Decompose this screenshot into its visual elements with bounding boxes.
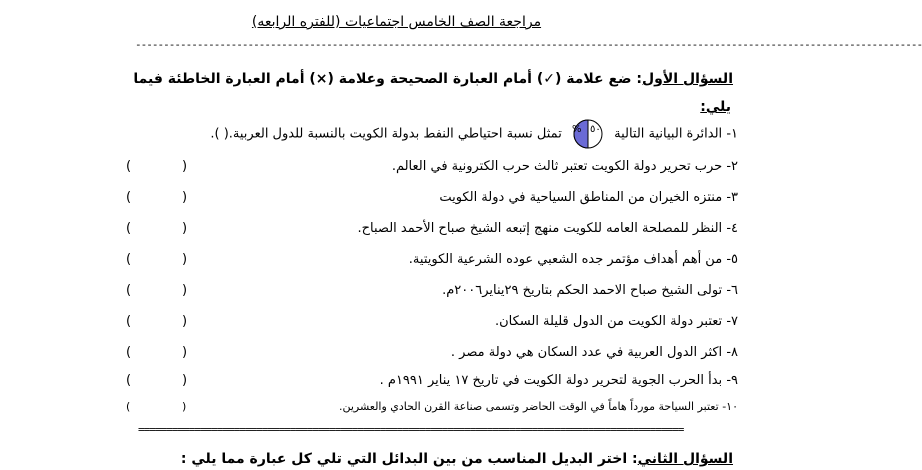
item-statement: اكثر الدول العربية في عدد السكان هي دولة مصر . — [450, 345, 723, 360]
paren-open: ( — [126, 252, 132, 267]
paren-open: ( — [126, 373, 132, 388]
item-text — [339, 395, 738, 419]
list-item — [100, 217, 738, 241]
item-number: ٥- — [726, 252, 738, 267]
list-item — [100, 122, 738, 146]
pie-percent-label: % — [571, 124, 582, 135]
item-statement: حرب تحرير دولة الكويت تعتبر ثالث حرب الكترونية في العالم. — [391, 159, 723, 174]
list-item — [100, 341, 738, 365]
paren-open: ( — [126, 283, 132, 298]
question1-heading — [133, 66, 733, 92]
item-text — [210, 122, 738, 147]
list-item — [100, 155, 738, 179]
question2-instruction: : اختر البديل المناسب من بين البدائل التي تلي كل عبارة مما يلي : — [180, 451, 638, 467]
paren-open: ( — [126, 190, 132, 205]
item-statement: النظر للمصلحة العامه للكويت منهج إتبعه الشيخ صباح الأحمد الصباح. — [357, 221, 723, 236]
paren-close: ) — [182, 252, 188, 267]
item-post-text: تمثل نسبة احتياطي النفط بدولة الكويت بالنسبة للدول العربية.( ). — [210, 126, 562, 142]
paren-open: ( — [126, 159, 132, 174]
item-number: ٨- — [726, 345, 738, 360]
list-item — [100, 310, 738, 334]
item-number: ٩- — [726, 373, 738, 388]
page-title: مراجعة الصف الخامس اجتماعيات (للفتره الرابعه) — [251, 14, 542, 30]
paren-open: ( — [126, 400, 131, 413]
item-statement: تعتبر السياحة مورداً هاماً في الوقت الحاضر وتسمى صناعة القرن الحادي والعشرين. — [338, 400, 719, 413]
list-item — [100, 395, 738, 419]
item-number: ١٠- — [722, 400, 738, 413]
item-text — [409, 248, 738, 272]
list-item — [100, 279, 738, 303]
question2-heading — [181, 449, 733, 469]
item-text — [495, 310, 738, 334]
item-statement: بدأ الحرب الجوية لتحرير دولة الكويت في تاريخ ١٧ يناير ١٩٩١م . — [379, 373, 723, 388]
list-item — [100, 369, 738, 393]
item-number: ٧- — [726, 314, 738, 329]
pie-value-label: ٥٠ — [589, 124, 601, 135]
item-number: ٤- — [726, 221, 738, 236]
item-text — [442, 279, 738, 303]
item-text — [439, 186, 738, 210]
item-statement: منتزه الخيران من المناطق السياحية في دولة الكويت — [439, 190, 723, 205]
list-item — [100, 186, 738, 210]
paren-open: ( — [126, 221, 132, 236]
paren-open: ( — [126, 345, 132, 360]
item-number: ١- — [726, 126, 738, 142]
paren-close: ) — [182, 159, 188, 174]
paren-close: ) — [182, 221, 188, 236]
paren-close: ) — [182, 345, 188, 360]
item-text — [451, 341, 738, 365]
question1-label: السؤال الأول — [642, 71, 733, 87]
paren-open: ( — [126, 314, 132, 329]
question1-continuation: يلي: — [700, 99, 731, 115]
item-statement: تولى الشيخ صباح الاحمد الحكم بتاريخ ٢٩يناير٢٠٠٦م. — [442, 283, 723, 298]
list-item — [100, 248, 738, 272]
item-pre-text: الدائرة البيانية التالية — [614, 126, 723, 142]
paren-close: ) — [182, 314, 188, 329]
item-statement: من أهم أهداف مؤتمر جده الشعبي عوده الشرعية الكويتية. — [408, 252, 723, 267]
item-text — [358, 217, 738, 241]
item-statement: تعتبر دولة الكويت من الدول قليلة السكان. — [494, 314, 723, 329]
item-text — [392, 155, 738, 179]
pie-chart — [568, 122, 608, 146]
item-number: ٦- — [726, 283, 738, 298]
question2-label: السؤال الثاني — [637, 451, 733, 467]
paren-close: ) — [182, 283, 188, 298]
paren-close: ) — [182, 190, 188, 205]
dashed-separator: -------------------------------------------------------------------------------------------------------------------------------------------- — [135, 38, 922, 51]
item-text — [380, 369, 738, 393]
item-number: ٣- — [726, 190, 738, 205]
paren-close: ) — [182, 373, 188, 388]
double-separator: ================================================================================================= — [138, 423, 684, 436]
paren-close: ) — [182, 400, 187, 413]
item-number: ٢- — [726, 159, 738, 174]
question1-instruction: : ضع علامة (✓) أمام العبارة الصحيحة وعلامة (×) أمام العبارة الخاطئة فيما — [133, 71, 643, 87]
